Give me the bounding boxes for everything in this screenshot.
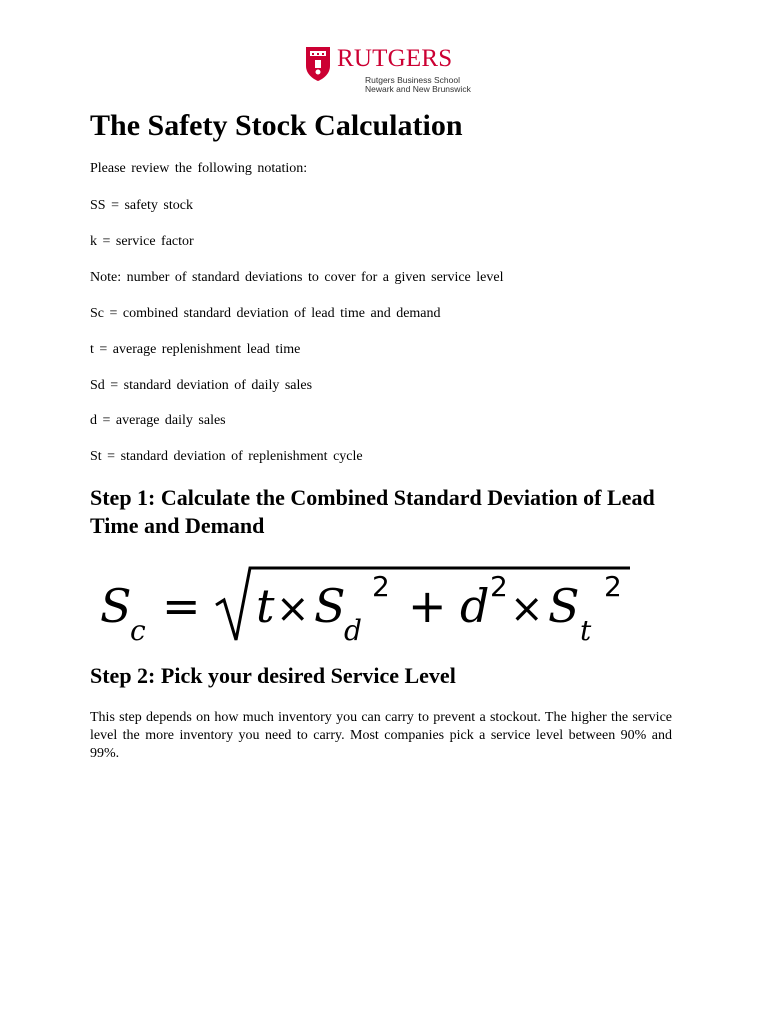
step2-paragraph: This step depends on how much inventory you can carry to prevent a stockout. The higher the service level the more inventory you need to carry. Most companies pick a service level between 90% and 99%. [90, 710, 672, 761]
notation-t: t = average replenishment lead time [90, 342, 301, 357]
formula-sd: S [314, 579, 346, 633]
notation-k: k = service factor [90, 234, 194, 249]
formula-times-2: × [510, 586, 544, 632]
formula-d: d [460, 579, 490, 633]
notation-sc: Sc = combined standard deviation of lead time and demand [90, 306, 441, 321]
combined-std-dev-formula [90, 560, 650, 650]
notation-st: St = standard deviation of replenishment cycle [90, 449, 363, 464]
rutgers-shield-icon [304, 44, 332, 82]
brand-name: RUTGERS [337, 45, 453, 72]
rutgers-logo [304, 44, 474, 96]
formula-st-sub: t [580, 614, 592, 647]
step2-heading: Step 2: Pick your desired Service Level [90, 663, 456, 688]
school-name: Rutgers Business School [365, 75, 460, 85]
notation-note: Note: number of standard deviations to cover for a given service level [90, 270, 504, 285]
formula-st-square: 2 [604, 570, 622, 603]
formula-d-square: 2 [490, 570, 508, 603]
formula-sd-square: 2 [372, 570, 390, 603]
step1-heading: Step 1: Calculate the Combined Standard Deviation of Lead Time and Demand [90, 485, 655, 538]
formula-lhs-sub: c [130, 614, 146, 647]
formula-t: t [256, 579, 275, 633]
formula-st: S [548, 579, 580, 633]
notation-ss: SS = safety stock [90, 198, 193, 213]
formula-sd-sub: d [344, 614, 362, 647]
campus-names: Newark and New Brunswick [365, 84, 471, 94]
formula-times-1: × [276, 586, 310, 632]
notation-d: d = average daily sales [90, 413, 226, 428]
formula-lhs: S [100, 579, 132, 633]
intro-text: Please review the following notation: [90, 161, 308, 176]
formula-equals: = [162, 579, 201, 633]
formula-plus: + [408, 579, 447, 633]
notation-sd: Sd = standard deviation of daily sales [90, 378, 313, 393]
page-title: The Safety Stock Calculation [90, 109, 463, 142]
